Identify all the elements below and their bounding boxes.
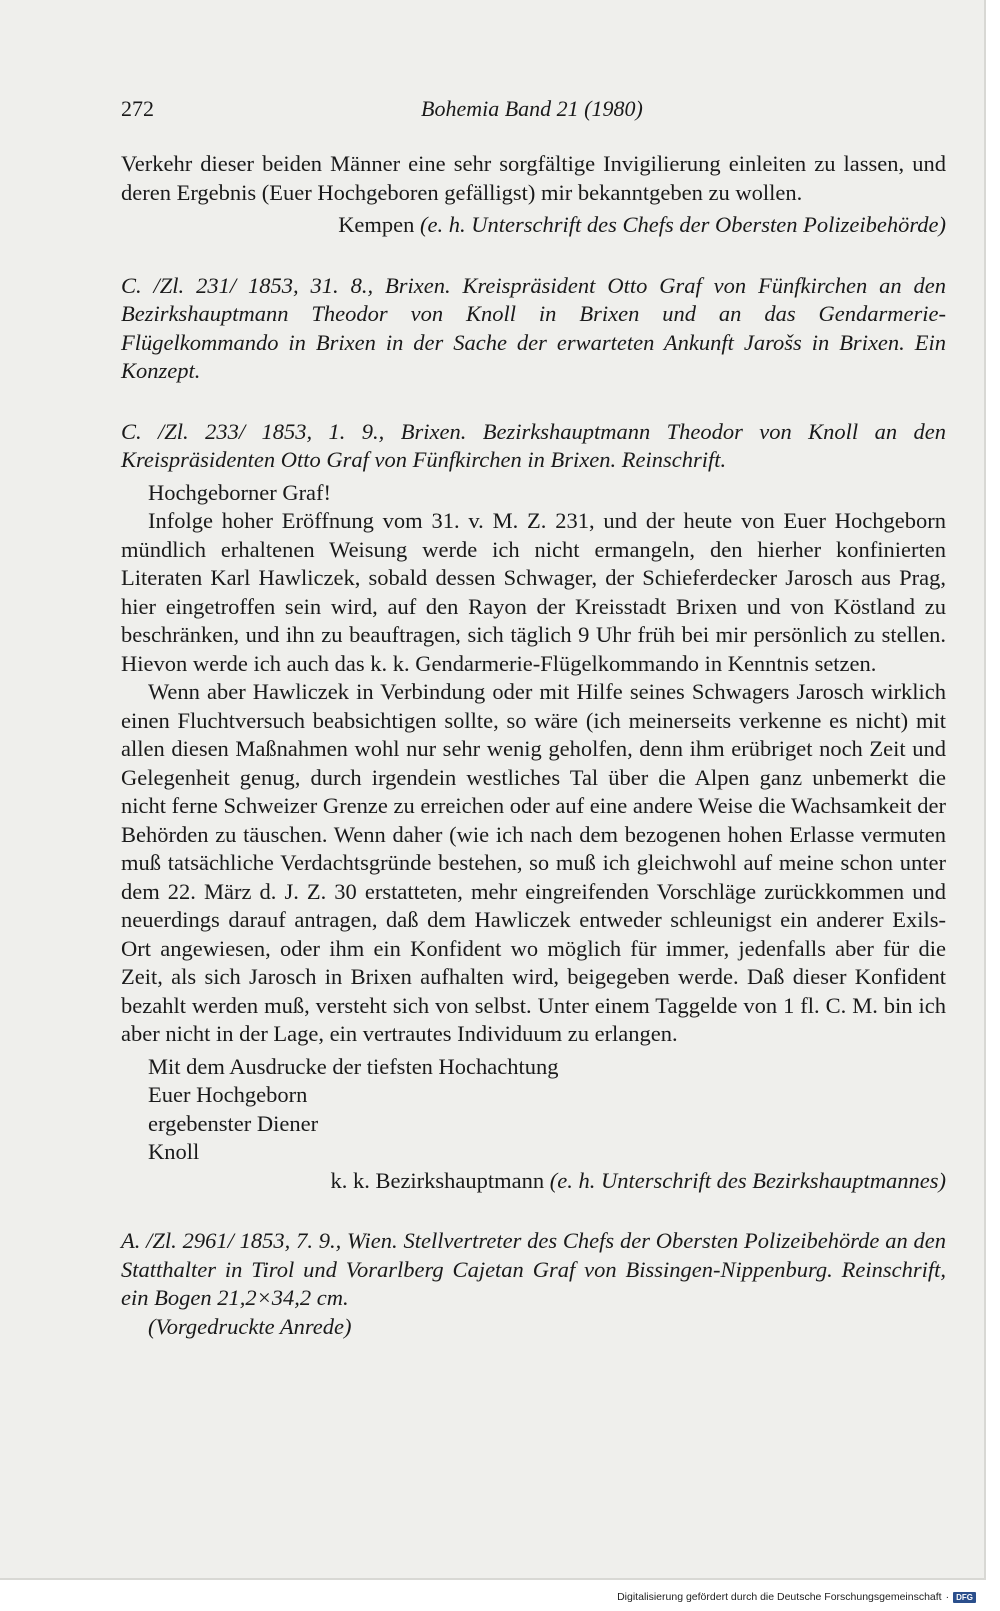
page-number: 272 [121,96,154,121]
doc3-paragraph-2: Wenn aber Hawliczek in Verbindung oder mit Hilfe seines Schwagers Jarosch wirklich einen Fluchtversuch beabsichtigen sollte, so wäre (ich meinerseits verkenne es nicht) mit allen diesen Maßnahmen wohl nur sehr wenig geholfen, denn ihm erübriget noch Zeit und Gelegenheit genug, durch irgendein westliches Tal über die Alpen ganz unbemerkt die nicht ferne Schweizer Grenze zu erreichen oder auf eine andere Weise die Wachsamkeit der Behörden zu täuschen. Wenn daher (wie ich nach dem bezogenen hohen Erlasse vermuten muß tatsächliche Verdachtsgründe bestehen, so muß ich gleichwohl auf meine schon unter dem 22. März d. J. Z. 30 erstatteten, mehr eingreifenden Vorschläge zurückkommen und neuerdings darauf antragen, daß dem Hawliczek entweder schleunigst ein anderer Exils-Ort angewiesen, oder ihm ein Konfident wo möglich für immer, jedenfalls aber für die Zeit, als sich Jarosch in Brixen aufhalten wird, beigegeben werde. Daß dieser Konfident bezahlt werden muß, versteht sich von selbst. Unter einem Taggelde von 1 fl. C. M. bin ich aber nicht in der Lage, ein vertrautes Individuum zu erlangen. [121,679,946,1046]
doc3-regest: C. /Zl. 233/ 1853, 1. 9., Brixen. Bezirkshauptmann Theodor von Knoll an den Kreispräsidenten Otto Graf von Fünfkirchen in Brixen. Reinschrift. [121,418,946,472]
doc1-signature-note: (e. h. Unterschrift des Chefs der Obersten Polizeibehörde) [420,212,946,237]
running-title: Bohemia Band 21 (1980) [421,96,643,121]
doc3-signer-title: k. k. Bezirkshauptmann [330,1167,545,1193]
doc3-closing [121,1053,946,1167]
doc3-signature-note: (e. h. Unterschrift des Bezirkshauptmannes) [549,1167,946,1193]
digitization-footer: Digitalisierung gefördert durch die Deutsche Forschungsgemeinschaft · DFG [617,1591,976,1603]
dfg-logo-icon: DFG [953,1592,976,1603]
doc1-body: Verkehr dieser beiden Männer eine sehr sorgfältige Invigilierung einleiten zu lassen, und deren Ergebnis (Euer Hochgeboren gefälligst) mir bekanntgeben zu wollen. [121,151,946,205]
page-header [121,96,946,126]
doc3-salutation: Hochgeborner Graf! [148,479,332,505]
doc3-paragraph-1: Infolge hoher Eröffnung vom 31. v. M. Z. 231, und der heute von Euer Hochgeborn mündlich erhaltenen Weisung werde ich nicht ermangeln, den hierher konfinierten Literaten Karl Hawliczek, sobald dessen Schwager, der Schieferdecker Jarosch aus Prag, hier eingetroffen sein wird, auf den Rayon der Kreisstadt Brixen und von Köstland zu beschränken, und ihn zu beauftragen, sich täglich 9 Uhr früh bei mir persönlich zu stellen. Hievon werde ich auch das k. k. Gendarmerie-Flügelkommando in Kenntnis setzen. [121,508,946,676]
doc1-signature-line [121,211,946,240]
footer-text: Digitalisierung gefördert durch die Deutsche Forschungsgemeinschaft [617,1591,942,1603]
doc4-note: (Vorgedruckte Anrede) [148,1313,352,1339]
closing-line-1: Mit dem Ausdrucke der tiefsten Hochachtung [148,1053,559,1079]
doc1-signer: Kempen [338,212,415,237]
doc2-regest: C. /Zl. 231/ 1853, 31. 8., Brixen. Kreispräsident Otto Graf von Fünfkirchen an den Bezirkshauptmann Theodor von Knoll in Brixen und an das Gendarmerie-Flügelkommando in Brixen in der Sache der erwarteten Ankunft Jarošs in Brixen. Ein Konzept. [121,272,946,383]
closing-line-4: Knoll [148,1139,200,1164]
doc3-signature-line [121,1167,946,1196]
closing-line-3: ergebenster Diener [148,1110,319,1136]
page-content [121,150,946,1341]
doc4-regest: A. /Zl. 2961/ 1853, 7. 9., Wien. Stellvertreter des Chefs der Obersten Polizeibehörde an den Statthalter in Tirol und Vorarlberg Cajetan Graf von Bissingen-Nippenburg. Reinschrift, ein Bogen 21,2×34,2 cm. [121,1228,946,1310]
closing-line-2: Euer Hochgeborn [148,1082,308,1107]
